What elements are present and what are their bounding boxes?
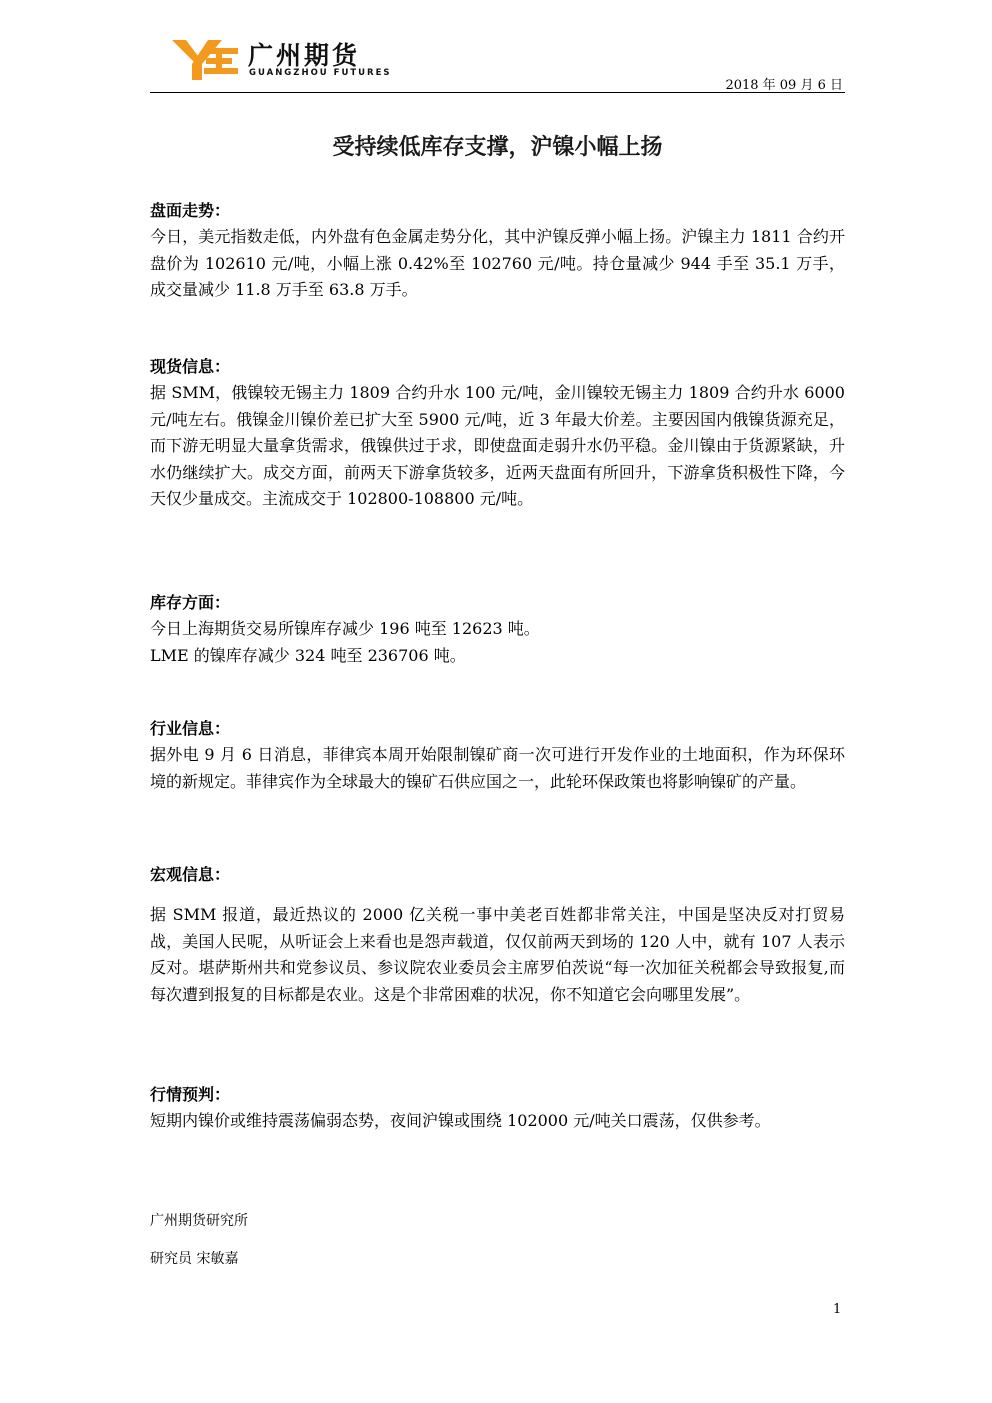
section-heading: 宏观信息： xyxy=(150,865,231,884)
report-title: 受持续低库存支撑，沪镍小幅上扬 xyxy=(332,135,663,160)
section-body: 今日，美元指数走低，内外盘有色金属走势分化，其中沪镍反弹小幅上扬。沪镍主力 1811 合约开盘价为 102610 元/吨，小幅上涨 0.42%至 102760 元/吨。持仓量减少 944 手至 35.1 万手，成交量减少 11.8 万手至 63.8 万手。 xyxy=(150,227,845,299)
page-header xyxy=(150,34,845,94)
page-number: 1 xyxy=(833,1302,842,1317)
section-market xyxy=(150,198,845,304)
section-heading: 库存方面： xyxy=(150,593,231,612)
logo-english-name: GUANGZHOU FUTURES xyxy=(249,68,392,78)
footer-institute: 广州期货研究所 xyxy=(150,1213,248,1229)
section-heading: 行情预判： xyxy=(150,1085,231,1104)
company-logo xyxy=(172,34,412,84)
section-body: 据 SMM，俄镍较无锡主力 1809 合约升水 100 元/吨，金川镍较无锡主力 1809 合约升水 6000 元/吨左右。俄镍金川镍价差已扩大至 5900 元/吨，近 3 年最大价差。主要因国内俄镍货源充足，而下游无明显大量拿货需求，俄镍供过于求，即使盘面走弱升水仍平稳。金川镍由于货源紧缺，升水仍继续扩大。成交方面，前两天下游拿货较多，近两天盘面有所回升，下游拿货积极性下降，今天仅少量成交。主流成交于 102800-108800 元/吨。 xyxy=(150,383,845,508)
section-line: 今日上海期货交易所镍库存减少 196 吨至 12623 吨。 xyxy=(150,619,540,638)
section-spot xyxy=(150,354,845,513)
guangzhou-futures-logo-icon xyxy=(172,38,240,82)
section-outlook xyxy=(150,1082,845,1135)
section-line: LME 的镍库存减少 324 吨至 236706 吨。 xyxy=(150,645,466,665)
section-body: 据 SMM 报道，最近热议的 2000 亿关税一事中美老百姓都非常关注，中国是坚决反对打贸易战，美国人民呢，从听证会上来看也是怨声载道，仅仅前两天到场的 120 人中，就有 107 人表示反对。堪萨斯州共和党参议员、参议院农业委员会主席罗伯茨说“每一次加征关税都会导致报复,而每次遭到报复的目标都是农业。这是个非常困难的状况，你不知道它会向哪里发展”。 xyxy=(150,905,845,1004)
section-body: 据外电 9 月 6 日消息，菲律宾本周开始限制镍矿商一次可进行开发作业的土地面积，作为环保环境的新规定。菲律宾作为全球最大的镍矿石供应国之一，此轮环保政策也将影响镍矿的产量。 xyxy=(150,745,845,791)
section-macro xyxy=(150,862,845,1008)
report-date: 2018 年 09 月 6 日 xyxy=(725,78,843,93)
section-industry xyxy=(150,716,845,795)
header-divider xyxy=(150,92,845,93)
section-heading: 现货信息： xyxy=(150,357,231,376)
logo-chinese-name: 广州期货 xyxy=(248,41,361,70)
section-body: 短期内镍价或维持震荡偏弱态势，夜间沪镍或围绕 102000 元/吨关口震荡，仅供参考。 xyxy=(150,1111,771,1130)
section-heading: 盘面走势： xyxy=(150,201,231,220)
footer-researcher: 研究员 宋敏嘉 xyxy=(150,1251,239,1267)
section-heading: 行业信息： xyxy=(150,719,231,738)
section-inventory xyxy=(150,590,845,669)
